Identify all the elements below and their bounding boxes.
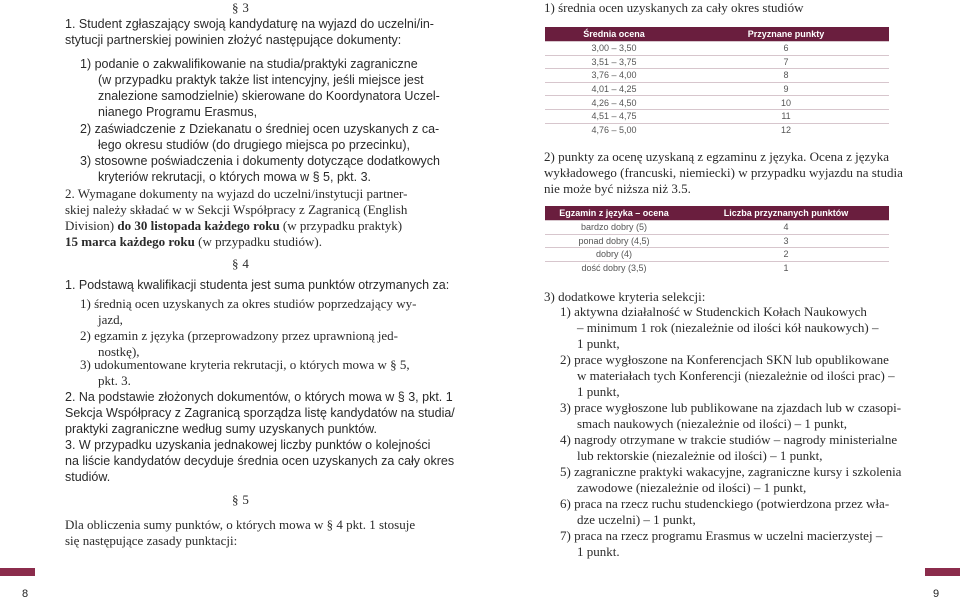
- table-cell: 2: [683, 248, 889, 262]
- table-row: [545, 96, 889, 110]
- table-row: [545, 82, 889, 96]
- table-cell: dobry (4): [545, 248, 683, 262]
- grade-points-table: [545, 27, 889, 136]
- list-item: jazd,: [98, 312, 123, 327]
- list-item: 7) praca na rzecz programu Erasmus w uczelni macierzystej –: [560, 528, 883, 543]
- list-item: (w przypadku praktyk także list intencyjny, jeśli miejsce jest: [98, 73, 424, 87]
- list-item: 1 punkt,: [577, 336, 620, 351]
- table-row: [545, 123, 889, 136]
- list-item: smach naukowych (niezależnie od ilości) – 1 punkt,: [577, 416, 848, 431]
- criterion-heading: 1) średnia ocen uzyskanych za cały okres studiów: [544, 0, 804, 15]
- table-cell: 3,76 – 4,00: [545, 69, 683, 83]
- table-row: [545, 261, 889, 274]
- table-row: [545, 248, 889, 262]
- deadline-studies: 15 marca każdego roku: [65, 234, 195, 249]
- list-item: 6) praca na rzecz ruchu studenckiego (potwierdzona przez wła-: [560, 496, 890, 511]
- list-item: 2) prace wygłoszone na Konferencjach SKN lub opublikowane: [560, 352, 889, 367]
- list-item: lub rektorskie (niezależnie od ilości) – 1 punkt,: [577, 448, 823, 463]
- criterion-heading: 2) punkty za ocenę uzyskaną z egzaminu z języka. Ocena z języka: [544, 149, 890, 164]
- table-row: [545, 42, 889, 56]
- table-cell: ponad dobry (4,5): [545, 234, 683, 248]
- paragraph-line: stytucji partnerskiej powinien złożyć następujące dokumenty:: [65, 33, 402, 47]
- column-header: Przyznane punkty: [683, 27, 889, 42]
- column-header: Egzamin z języka – ocena: [545, 206, 683, 221]
- list-item: 3) stosowne poświadczenia i dokumenty dotyczące dodatkowych: [80, 154, 440, 168]
- list-item: pkt. 3.: [98, 373, 131, 388]
- paragraph-line: 1. Student zgłaszający swoją kandydaturę na wyjazd do uczelni/in-: [65, 17, 434, 31]
- list-item: 4) nagrody otrzymane w trakcie studiów – nagrody ministerialne: [560, 432, 898, 447]
- table-row: [545, 234, 889, 248]
- table-cell: 4,01 – 4,25: [545, 82, 683, 96]
- list-item: 1 punkt,: [577, 384, 620, 399]
- column-header: Średnia ocena: [545, 27, 683, 42]
- table-row: [545, 69, 889, 83]
- paragraph-line: na liście kandydatów decyduje średnia ocen uzyskanych za cały okres: [65, 454, 455, 468]
- table-cell: 4: [683, 221, 889, 235]
- list-item: łego okresu studiów (do drugiego miejsca po przecinku),: [98, 138, 410, 152]
- paragraph-line: praktyki zagraniczne według sumy uzyskanych punktów.: [65, 422, 377, 436]
- page-number: 9: [933, 588, 940, 600]
- paragraph-line: nie może być niższa niż 3.5.: [544, 181, 691, 196]
- table-cell: dość dobry (3,5): [545, 261, 683, 274]
- table-cell: 8: [683, 69, 889, 83]
- table-cell: 7: [683, 55, 889, 69]
- right-page: [480, 0, 960, 600]
- list-item: 1) aktywna działalność w Studenckich Kołach Naukowych: [560, 304, 867, 319]
- table-cell: 3,51 – 3,75: [545, 55, 683, 69]
- table-cell: 1: [683, 261, 889, 274]
- paragraph-text: Division): [65, 218, 118, 233]
- paragraph-text: (w przypadku studiów).: [194, 234, 322, 249]
- table-cell: 4,76 – 5,00: [545, 123, 683, 136]
- footer-accent-bar: [0, 568, 35, 576]
- paragraph-line: 2. Na podstawie złożonych dokumentów, o których mowa w § 3, pkt. 1: [65, 390, 453, 404]
- language-exam-table: [545, 206, 889, 274]
- paragraph-text: (w przypadku praktyk): [279, 218, 403, 233]
- list-item: 1 punkt.: [577, 544, 620, 559]
- column-header: Liczba przyznanych punktów: [683, 206, 889, 221]
- table-cell: 11: [683, 109, 889, 123]
- table-cell: 12: [683, 123, 889, 136]
- list-item: 3) udokumentowane kryteria rekrutacji, o których mowa w § 5,: [80, 357, 410, 372]
- paragraph-line: wykładowego (francuski, niemiecki) w przypadku wyjazdu na studia: [544, 165, 903, 180]
- list-item: – minimum 1 rok (niezależnie od ilości kół naukowych) –: [577, 320, 879, 335]
- table-cell: 4,26 – 4,50: [545, 96, 683, 110]
- table-header-row: [545, 206, 889, 221]
- list-item: dze uczelni) – 1 punkt,: [577, 512, 696, 527]
- table-cell: 10: [683, 96, 889, 110]
- paragraph-line: Sekcja Współpracy z Zagranicą sporządza listę kandydatów na studia/: [65, 406, 455, 420]
- section-3-title: § 3: [232, 0, 250, 15]
- paragraph-line: skiej należy składać w w Sekcji Współpracy z Zagranicą (English: [65, 202, 408, 217]
- table-cell: 3,00 – 3,50: [545, 42, 683, 56]
- paragraph-line: 3. W przypadku uzyskania jednakowej liczby punktów o kolejności: [65, 438, 431, 452]
- deadline-practice: do 30 listopada każdego roku: [117, 218, 280, 233]
- table-cell: 4,51 – 4,75: [545, 109, 683, 123]
- left-page: [0, 0, 465, 600]
- table-row: [545, 109, 889, 123]
- list-item: 2) egzamin z języka (przeprowadzony przez uprawnioną jed-: [80, 328, 398, 343]
- list-item: 2) zaświadczenie z Dziekanatu o średniej ocen uzyskanych z ca-: [80, 122, 440, 136]
- footer-accent-bar: [925, 568, 960, 576]
- paragraph-line: [65, 218, 402, 234]
- paragraph-line: się następujące zasady punktacji:: [65, 533, 238, 548]
- list-item: 5) zagraniczne praktyki wakacyjne, zagraniczne kursy i szkolenia: [560, 464, 902, 479]
- criterion-heading: 3) dodatkowe kryteria selekcji:: [544, 289, 706, 304]
- table-cell: bardzo dobry (5): [545, 221, 683, 235]
- table-cell: 9: [683, 82, 889, 96]
- list-item: kryteriów rekrutacji, o których mowa w § 5, pkt. 3.: [98, 170, 372, 184]
- paragraph-line: Dla obliczenia sumy punktów, o których mowa w § 4 pkt. 1 stosuje: [65, 517, 416, 532]
- list-item: nianego Programu Erasmus,: [98, 105, 258, 119]
- page-number: 8: [22, 588, 29, 600]
- table-row: [545, 221, 889, 235]
- list-item: 1) podanie o zakwalifikowanie na studia/praktyki zagraniczne: [80, 57, 418, 71]
- paragraph-line: [65, 234, 322, 250]
- list-item: nostkę),: [98, 344, 140, 359]
- paragraph-line: 1. Podstawą kwalifikacji studenta jest suma punktów otrzymanych za:: [65, 278, 450, 292]
- list-item: w materiałach tych Konferencji (niezależnie od ilości prac) –: [577, 368, 895, 383]
- table-header-row: [545, 27, 889, 42]
- paragraph-line: 2. Wymagane dokumenty na wyjazd do uczelni/instytucji partner-: [65, 186, 408, 201]
- table-row: [545, 55, 889, 69]
- section-4-title: § 4: [232, 256, 250, 271]
- list-item: 3) prace wygłoszone lub publikowane na zjazdach lub w czasopi-: [560, 400, 902, 415]
- paragraph-line: studiów.: [65, 470, 111, 484]
- section-5-title: § 5: [232, 492, 250, 507]
- list-item: znalezione samodzielnie) skierowane do Koordynatora Uczel-: [98, 89, 440, 103]
- table-cell: 3: [683, 234, 889, 248]
- table-cell: 6: [683, 42, 889, 56]
- list-item: zawodowe (niezależnie od ilości) – 1 punkt,: [577, 480, 807, 495]
- list-item: 1) średnią ocen uzyskanych za okres studiów poprzedzający wy-: [80, 296, 417, 311]
